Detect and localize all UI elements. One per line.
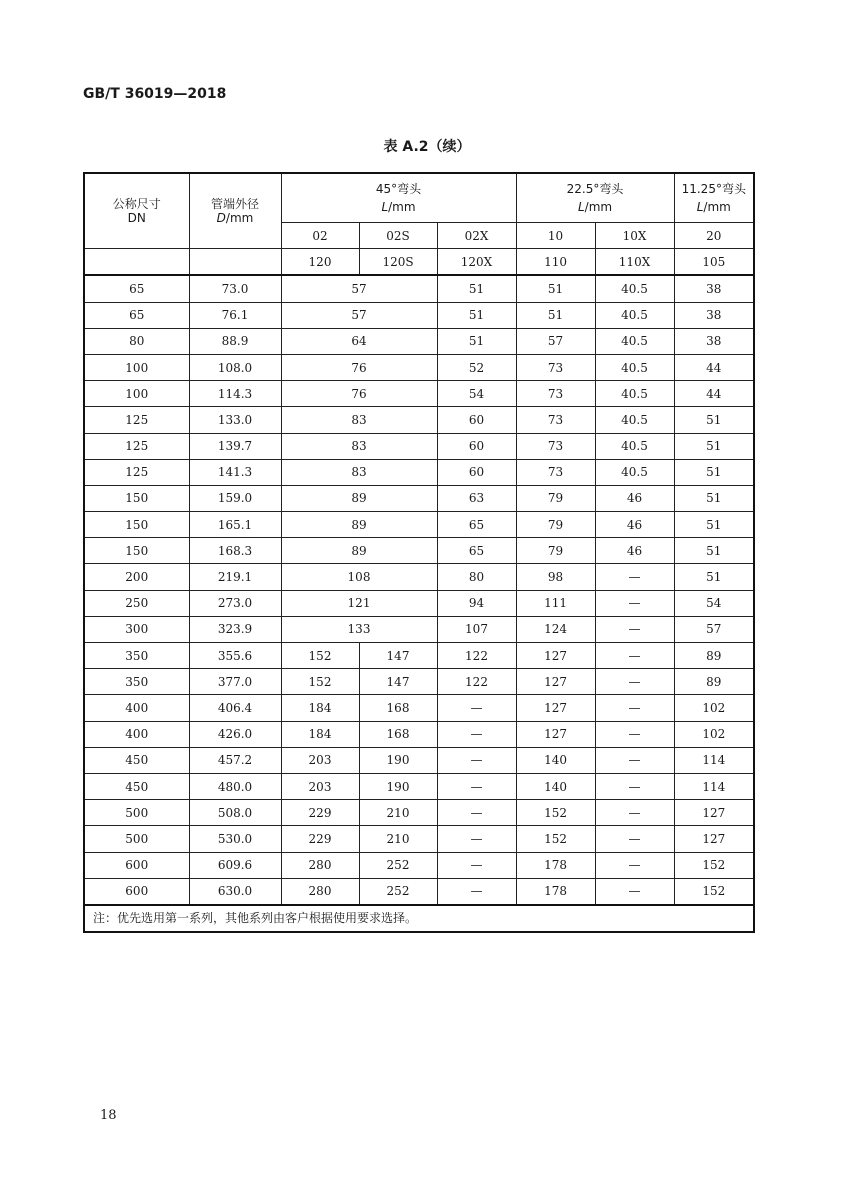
l45-02-merged-cell: 89	[281, 538, 437, 564]
od-cell: 139.7	[189, 433, 281, 459]
table-row	[84, 381, 754, 407]
table-row	[84, 459, 754, 485]
od-cell: 88.9	[189, 328, 281, 354]
l22-10x-cell: —	[595, 826, 674, 852]
l22-10-cell: 73	[516, 354, 595, 380]
spacer-cell	[84, 249, 189, 276]
l22-10x-cell: 46	[595, 512, 674, 538]
l22-10x-cell: 40.5	[595, 433, 674, 459]
l45-02x-cell: 51	[437, 328, 516, 354]
l45-02x-cell: —	[437, 800, 516, 826]
standard-code: GB/T 36019—2018	[83, 86, 227, 102]
table-body	[84, 275, 754, 905]
od-cell: 508.0	[189, 800, 281, 826]
l45-02-cell: 152	[281, 669, 359, 695]
dn-cell: 125	[84, 407, 189, 433]
l45-02s-cell: 252	[359, 852, 437, 878]
l22-10x-cell: —	[595, 669, 674, 695]
l11-20-cell: 127	[674, 826, 754, 852]
group-22-header	[516, 173, 674, 223]
code-cell: 02	[281, 223, 359, 249]
dn-cell: 65	[84, 275, 189, 302]
group-11-var: L	[696, 200, 704, 214]
l45-02x-cell: —	[437, 721, 516, 747]
dn-cell: 80	[84, 328, 189, 354]
l45-02-merged-cell: 108	[281, 564, 437, 590]
l22-10x-cell: —	[595, 616, 674, 642]
dn-cell: 350	[84, 669, 189, 695]
l45-02s-cell: 190	[359, 747, 437, 773]
l11-20-cell: 38	[674, 275, 754, 302]
l45-02s-cell: 252	[359, 878, 437, 905]
dn-cell: 100	[84, 381, 189, 407]
l45-02x-cell: 51	[437, 275, 516, 302]
l11-20-cell: 54	[674, 590, 754, 616]
l11-20-cell: 51	[674, 485, 754, 511]
dn-cell: 150	[84, 485, 189, 511]
group-45-header	[281, 173, 516, 223]
spacer-cell	[189, 249, 281, 276]
code-cell: 10X	[595, 223, 674, 249]
od-var: D	[216, 211, 226, 226]
l45-02s-cell: 147	[359, 669, 437, 695]
l45-02x-cell: —	[437, 773, 516, 799]
dn-cell: 500	[84, 800, 189, 826]
l45-02s-cell: 147	[359, 643, 437, 669]
od-label-cn: 管端外径	[210, 197, 259, 212]
dn-cell: 250	[84, 590, 189, 616]
od-cell: 426.0	[189, 721, 281, 747]
l11-20-cell: 57	[674, 616, 754, 642]
dn-cell: 600	[84, 852, 189, 878]
table-row	[84, 747, 754, 773]
table-row	[84, 538, 754, 564]
code-cell: 120X	[437, 249, 516, 276]
l22-10-cell: 127	[516, 669, 595, 695]
table-row	[84, 852, 754, 878]
l22-10x-cell: —	[595, 878, 674, 905]
l11-20-cell: 51	[674, 433, 754, 459]
l45-02-cell: 280	[281, 878, 359, 905]
code-cell: 105	[674, 249, 754, 276]
l22-10-cell: 79	[516, 512, 595, 538]
l11-20-cell: 44	[674, 354, 754, 380]
od-unit: /mm	[225, 211, 254, 226]
table-row	[84, 878, 754, 905]
l45-02s-cell: 210	[359, 826, 437, 852]
l22-10x-cell: —	[595, 852, 674, 878]
l22-10-cell: 51	[516, 275, 595, 302]
dn-cell: 350	[84, 643, 189, 669]
l45-02-merged-cell: 121	[281, 590, 437, 616]
l22-10x-cell: —	[595, 643, 674, 669]
l45-02-cell: 184	[281, 695, 359, 721]
l45-02s-cell: 190	[359, 773, 437, 799]
od-cell: 609.6	[189, 852, 281, 878]
l22-10x-cell: —	[595, 800, 674, 826]
l45-02x-cell: 60	[437, 433, 516, 459]
code-cell: 10	[516, 223, 595, 249]
note-text: 优先选用第一系列，其他系列由客户根据使用要求选择。	[117, 911, 418, 926]
l45-02x-cell: 63	[437, 485, 516, 511]
elbow-dimension-table	[83, 172, 755, 933]
l22-10x-cell: 40.5	[595, 407, 674, 433]
l11-20-cell: 51	[674, 564, 754, 590]
table-row	[84, 695, 754, 721]
l45-02-merged-cell: 83	[281, 407, 437, 433]
od-header	[189, 173, 281, 249]
l45-02x-cell: 51	[437, 302, 516, 328]
group-11-title: 11.25°弯头	[681, 182, 746, 196]
l22-10-cell: 152	[516, 800, 595, 826]
od-label-unit	[190, 211, 281, 225]
code-cell: 120	[281, 249, 359, 276]
l45-02-cell: 203	[281, 747, 359, 773]
table-row	[84, 590, 754, 616]
group-11-unit-text: /mm	[703, 200, 731, 214]
code-cell: 02S	[359, 223, 437, 249]
l45-02-cell: 184	[281, 721, 359, 747]
l22-10x-cell: —	[595, 564, 674, 590]
l11-20-cell: 51	[674, 512, 754, 538]
l45-02-cell: 229	[281, 800, 359, 826]
l22-10x-cell: 40.5	[595, 459, 674, 485]
l11-20-cell: 102	[674, 695, 754, 721]
dn-cell: 600	[84, 878, 189, 905]
table-title: 表 A.2（续）	[383, 139, 471, 155]
dn-cell: 450	[84, 747, 189, 773]
l11-20-cell: 152	[674, 878, 754, 905]
l22-10x-cell: 40.5	[595, 302, 674, 328]
l11-20-cell: 127	[674, 800, 754, 826]
dn-cell: 500	[84, 826, 189, 852]
l22-10-cell: 111	[516, 590, 595, 616]
l11-20-cell: 89	[674, 643, 754, 669]
od-cell: 141.3	[189, 459, 281, 485]
table-row	[84, 643, 754, 669]
table-row	[84, 800, 754, 826]
l45-02x-cell: 94	[437, 590, 516, 616]
dn-cell: 400	[84, 721, 189, 747]
od-cell: 457.2	[189, 747, 281, 773]
od-cell: 73.0	[189, 275, 281, 302]
code-cell: 20	[674, 223, 754, 249]
dn-cell: 65	[84, 302, 189, 328]
l22-10-cell: 140	[516, 773, 595, 799]
l45-02s-cell: 168	[359, 721, 437, 747]
l45-02-cell: 152	[281, 643, 359, 669]
table-row	[84, 773, 754, 799]
od-cell: 108.0	[189, 354, 281, 380]
l45-02-cell: 229	[281, 826, 359, 852]
l22-10-cell: 51	[516, 302, 595, 328]
od-cell: 219.1	[189, 564, 281, 590]
l45-02x-cell: 122	[437, 643, 516, 669]
l22-10-cell: 57	[516, 328, 595, 354]
od-cell: 159.0	[189, 485, 281, 511]
group-22-unit	[517, 198, 674, 216]
od-cell: 114.3	[189, 381, 281, 407]
dn-cell: 400	[84, 695, 189, 721]
od-cell: 168.3	[189, 538, 281, 564]
l22-10-cell: 73	[516, 407, 595, 433]
l45-02-cell: 203	[281, 773, 359, 799]
l22-10-cell: 124	[516, 616, 595, 642]
l45-02-merged-cell: 57	[281, 302, 437, 328]
od-cell: 273.0	[189, 590, 281, 616]
l45-02-merged-cell: 64	[281, 328, 437, 354]
group-22-title: 22.5°弯头	[566, 182, 624, 196]
l11-20-cell: 114	[674, 747, 754, 773]
l45-02x-cell: 65	[437, 538, 516, 564]
l11-20-cell: 51	[674, 459, 754, 485]
l11-20-cell: 51	[674, 407, 754, 433]
l22-10x-cell: —	[595, 773, 674, 799]
l22-10x-cell: —	[595, 590, 674, 616]
dn-cell: 100	[84, 354, 189, 380]
l11-20-cell: 38	[674, 328, 754, 354]
page-number: 18	[100, 1108, 117, 1123]
code-cell: 02X	[437, 223, 516, 249]
l45-02x-cell: —	[437, 852, 516, 878]
l22-10x-cell: 40.5	[595, 381, 674, 407]
l45-02x-cell: 80	[437, 564, 516, 590]
od-cell: 377.0	[189, 669, 281, 695]
l45-02x-cell: 60	[437, 407, 516, 433]
table-row	[84, 826, 754, 852]
l22-10-cell: 127	[516, 695, 595, 721]
l22-10x-cell: —	[595, 695, 674, 721]
table-row	[84, 512, 754, 538]
l45-02x-cell: —	[437, 878, 516, 905]
l45-02-merged-cell: 76	[281, 381, 437, 407]
l45-02-merged-cell: 76	[281, 354, 437, 380]
l22-10-cell: 73	[516, 433, 595, 459]
od-cell: 76.1	[189, 302, 281, 328]
table-row	[84, 433, 754, 459]
code-cell: 110	[516, 249, 595, 276]
od-cell: 355.6	[189, 643, 281, 669]
l22-10-cell: 178	[516, 878, 595, 905]
od-cell: 406.4	[189, 695, 281, 721]
l22-10-cell: 140	[516, 747, 595, 773]
od-cell: 133.0	[189, 407, 281, 433]
od-cell: 630.0	[189, 878, 281, 905]
group-45-title: 45°弯头	[375, 182, 422, 196]
table-row	[84, 721, 754, 747]
l11-20-cell: 152	[674, 852, 754, 878]
l45-02x-cell: 107	[437, 616, 516, 642]
od-cell: 480.0	[189, 773, 281, 799]
l45-02s-cell: 168	[359, 695, 437, 721]
l22-10x-cell: —	[595, 747, 674, 773]
l11-20-cell: 44	[674, 381, 754, 407]
table-row	[84, 616, 754, 642]
table-row	[84, 564, 754, 590]
table-row	[84, 275, 754, 302]
l45-02-merged-cell: 57	[281, 275, 437, 302]
l45-02-cell: 280	[281, 852, 359, 878]
table-row	[84, 302, 754, 328]
group-45-unit-text: /mm	[388, 200, 416, 214]
l45-02-merged-cell: 89	[281, 485, 437, 511]
l45-02-merged-cell: 83	[281, 459, 437, 485]
l45-02x-cell: 122	[437, 669, 516, 695]
l22-10-cell: 127	[516, 721, 595, 747]
dn-cell: 300	[84, 616, 189, 642]
l11-20-cell: 38	[674, 302, 754, 328]
group-11-unit	[675, 198, 754, 216]
l22-10-cell: 79	[516, 538, 595, 564]
l45-02x-cell: —	[437, 747, 516, 773]
l11-20-cell: 89	[674, 669, 754, 695]
dn-label-en: DN	[127, 211, 146, 226]
table-row	[84, 328, 754, 354]
l22-10-cell: 73	[516, 459, 595, 485]
code-cell: 110X	[595, 249, 674, 276]
l45-02-merged-cell: 133	[281, 616, 437, 642]
l22-10-cell: 152	[516, 826, 595, 852]
l45-02x-cell: —	[437, 826, 516, 852]
dn-cell: 450	[84, 773, 189, 799]
od-cell: 530.0	[189, 826, 281, 852]
dn-cell: 125	[84, 433, 189, 459]
group-22-unit-text: /mm	[584, 200, 613, 214]
group-45-var: L	[381, 200, 389, 214]
dn-header	[84, 173, 189, 249]
l45-02x-cell: —	[437, 695, 516, 721]
l22-10x-cell: —	[595, 721, 674, 747]
l22-10x-cell: 40.5	[595, 275, 674, 302]
l45-02x-cell: 65	[437, 512, 516, 538]
dn-cell: 125	[84, 459, 189, 485]
group-11-header	[674, 173, 754, 223]
dn-label-cn: 公称尺寸	[112, 197, 161, 212]
l11-20-cell: 102	[674, 721, 754, 747]
table-note	[84, 905, 754, 932]
l22-10x-cell: 46	[595, 538, 674, 564]
code-cell: 120S	[359, 249, 437, 276]
od-cell: 323.9	[189, 616, 281, 642]
l22-10-cell: 73	[516, 381, 595, 407]
dn-cell: 150	[84, 538, 189, 564]
l22-10-cell: 127	[516, 643, 595, 669]
l11-20-cell: 51	[674, 538, 754, 564]
l22-10x-cell: 40.5	[595, 354, 674, 380]
l45-02x-cell: 52	[437, 354, 516, 380]
table-row	[84, 407, 754, 433]
l45-02-merged-cell: 89	[281, 512, 437, 538]
dn-cell: 200	[84, 564, 189, 590]
group-22-var: L	[577, 200, 585, 214]
l45-02x-cell: 60	[437, 459, 516, 485]
l22-10x-cell: 40.5	[595, 328, 674, 354]
l22-10-cell: 178	[516, 852, 595, 878]
l22-10x-cell: 46	[595, 485, 674, 511]
l22-10-cell: 98	[516, 564, 595, 590]
dn-cell: 150	[84, 512, 189, 538]
l45-02s-cell: 210	[359, 800, 437, 826]
l22-10-cell: 79	[516, 485, 595, 511]
l45-02-merged-cell: 83	[281, 433, 437, 459]
note-label: 注：	[93, 911, 118, 926]
group-45-unit	[282, 198, 516, 216]
od-cell: 165.1	[189, 512, 281, 538]
l45-02x-cell: 54	[437, 381, 516, 407]
table-row	[84, 669, 754, 695]
table-row	[84, 354, 754, 380]
table-row	[84, 485, 754, 511]
l11-20-cell: 114	[674, 773, 754, 799]
